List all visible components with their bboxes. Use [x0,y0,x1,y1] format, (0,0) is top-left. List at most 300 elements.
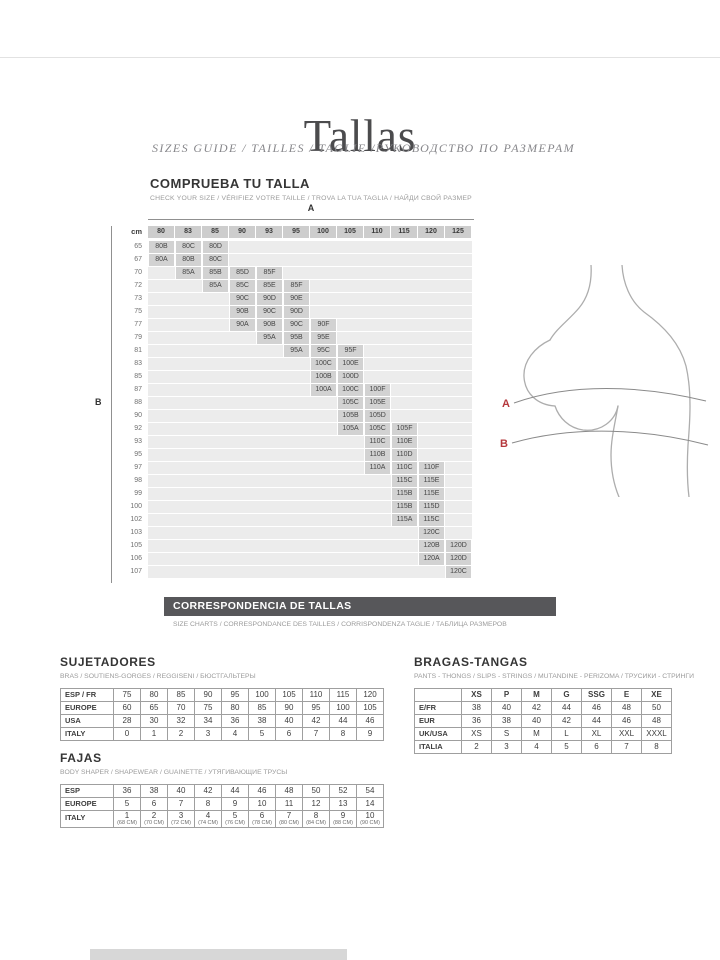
size-cell-empty [445,527,472,539]
size-cell: 95A [256,332,283,344]
size-cell-empty [337,462,364,474]
size-cell-empty [283,540,310,552]
size-cell-empty [445,501,472,513]
matrix-row-label: 87 [134,386,142,393]
size-cell-empty [364,566,391,578]
size-charts-banner-subtitle: SIZE CHARTS / CORRESPONDANCE DES TAILLES / CORRISPONDENZA TAGLIE / ТАБЛИЦА РАЗМЕРОВ [173,621,507,628]
table-cell: S [492,728,522,741]
size-cell: 100F [364,384,391,396]
table-cell: 5 [114,798,141,811]
size-cell-empty [418,397,445,409]
size-cell: 115A [391,514,418,526]
matrix-row-label: 92 [134,425,142,432]
table-cell: 44 [222,785,249,798]
size-cell-empty [337,267,364,279]
size-cell-empty [337,332,364,344]
check-size-subtitle: CHECK YOUR SIZE / VÉRIFIEZ VOTRE TAILLE / TROVA LA TUA TAGLIA / НАЙДИ СВОЙ РАЗМЕР [150,195,472,202]
size-cell-empty [445,241,472,253]
size-cell-empty [310,501,337,513]
size-cell-empty [283,488,310,500]
table-cell: 8 [642,741,672,754]
table-cell [222,811,249,828]
size-cell: 105A [337,423,364,435]
table-cell: 54 [357,785,384,798]
size-cell: 85A [175,267,202,279]
torso-shoulder-arm-path [622,265,690,497]
size-cell: 85F [283,280,310,292]
cell-value: 10 [365,811,375,820]
table-cell [276,811,303,828]
size-cell-empty [364,280,391,292]
size-cell: 85D [229,267,256,279]
size-cell-empty [148,384,175,396]
row-label: EUROPE [61,798,114,811]
size-cell: 100E [337,358,364,370]
table-cell: 80 [222,702,249,715]
size-cell-empty [283,410,310,422]
matrix-unit-label: cm [131,227,142,236]
axis-a-label: A [307,203,315,213]
size-cell-empty [229,449,256,461]
matrix-row [110,397,472,409]
size-cell: 90C [283,319,310,331]
size-cell-empty [256,475,283,487]
size-cell-empty [337,501,364,513]
size-cell-empty [175,462,202,474]
table-cell [303,811,330,828]
size-cell-empty [256,423,283,435]
size-cell-empty [445,397,472,409]
size-cell-empty [148,475,175,487]
size-cell: 100B [310,371,337,383]
table-cell: 11 [276,798,303,811]
size-cell: 85C [229,280,256,292]
size-cell-empty [337,514,364,526]
size-cell: 85B [202,267,229,279]
size-cell-empty [256,254,283,266]
size-cell-empty [391,527,418,539]
diagram-a-label: A [502,398,510,410]
matrix-row [110,527,472,539]
table-cell: 2 [168,728,195,741]
matrix-row-label: 99 [134,490,142,497]
size-cell-empty [229,436,256,448]
size-cell-empty [148,280,175,292]
size-cell-empty [310,436,337,448]
size-cell-empty [202,501,229,513]
size-cell-empty [337,319,364,331]
table-cell: 28 [114,715,141,728]
size-cell-empty [283,358,310,370]
size-cell: 85E [256,280,283,292]
size-cell-empty [175,488,202,500]
size-cell-empty [256,241,283,253]
size-cell-empty [364,254,391,266]
matrix-row-label: 103 [130,529,142,536]
size-cell-empty [148,358,175,370]
size-cell-empty [445,423,472,435]
size-cell-empty [445,371,472,383]
table-cell: 8 [330,728,357,741]
size-cell-empty [148,423,175,435]
matrix-row-label: 70 [134,269,142,276]
table-cell: 38 [141,785,168,798]
cell-sub-value: (74 CM) [198,820,218,827]
size-cell-empty [256,371,283,383]
table-row [415,702,672,715]
size-cell: 110C [364,436,391,448]
size-cell-empty [445,436,472,448]
size-cell: 80D [202,241,229,253]
size-cell-empty [310,553,337,565]
matrix-col-header: 95 [283,226,310,238]
table-cell [168,811,195,828]
size-cell-empty [175,540,202,552]
size-cell: 110C [391,462,418,474]
size-cell-empty [148,462,175,474]
matrix-row-label: 93 [134,438,142,445]
size-cell-empty [256,514,283,526]
size-cell: 110E [391,436,418,448]
table-cell: 0 [114,728,141,741]
size-cell-empty [229,514,256,526]
size-cell-empty [391,254,418,266]
table-cell: 46 [357,715,384,728]
size-cell-empty [202,449,229,461]
table-cell: 40 [492,702,522,715]
size-cell-empty [202,423,229,435]
size-cell: 80C [175,241,202,253]
cell-sub-value: (88 CM) [333,820,353,827]
size-cell-empty [364,371,391,383]
size-cell-empty [391,345,418,357]
size-cell-empty [229,462,256,474]
table-cell: 44 [330,715,357,728]
size-cell-empty [229,384,256,396]
size-cell-empty [418,332,445,344]
matrix-row [110,566,472,578]
cell-value: 5 [232,811,238,820]
size-cell-empty [175,501,202,513]
table-cell: 8 [195,798,222,811]
cell-sub-value: (68 CM) [117,820,137,827]
size-cell-empty [202,566,229,578]
size-cell: 105C [337,397,364,409]
table-row [61,811,384,828]
table-cell: 44 [552,702,582,715]
size-cell-empty [391,332,418,344]
row-label: EUROPE [61,702,114,715]
size-cell-empty [148,488,175,500]
size-cell-empty [337,540,364,552]
size-cell-empty [256,566,283,578]
size-cell-empty [175,449,202,461]
table-cell [114,811,141,828]
top-divider [0,57,720,58]
row-label: ESP [61,785,114,798]
matrix-row [110,540,472,552]
size-cell-empty [364,488,391,500]
cell-value: 7 [286,811,292,820]
size-cell-empty [256,436,283,448]
size-cell-empty [337,306,364,318]
size-cell-empty [202,540,229,552]
matrix-row [110,241,472,253]
size-cell: 115C [418,514,445,526]
table-cell: 42 [195,785,222,798]
size-cell-empty [283,475,310,487]
table-cell: 100 [330,702,357,715]
size-cell-empty [202,332,229,344]
size-cell-empty [202,488,229,500]
size-cell-empty [175,332,202,344]
size-cell-empty [391,293,418,305]
size-cell-empty [229,371,256,383]
matrix-row [110,384,472,396]
table-cell: 9 [357,728,384,741]
size-cell-empty [202,462,229,474]
size-cell-empty [445,306,472,318]
size-cell-empty [445,358,472,370]
size-cell: 120A [418,553,445,565]
cell-value: 2 [151,811,157,820]
matrix-col-header: 90 [229,226,256,238]
table-cell: 70 [168,702,195,715]
size-cell-empty [445,449,472,461]
size-cell-empty [418,449,445,461]
size-cell-empty [364,501,391,513]
matrix-row [110,254,472,266]
bras-table [60,688,384,741]
size-cell: 100D [337,371,364,383]
axis-a-line [148,219,474,220]
size-cell-empty [229,410,256,422]
size-cell-empty [418,241,445,253]
matrix-col-header: 125 [445,226,472,238]
size-cell-empty [256,462,283,474]
size-cell-empty [337,488,364,500]
size-cell-empty [256,345,283,357]
matrix-row-label: 95 [134,451,142,458]
size-cell-empty [418,436,445,448]
size-cell-empty [148,540,175,552]
table-cell: 65 [141,702,168,715]
size-cell-empty [418,280,445,292]
size-cell-empty [445,319,472,331]
cell-sub-value: (76 CM) [225,820,245,827]
table-cell: 7 [303,728,330,741]
size-cell-empty [310,566,337,578]
cell-value: 4 [205,811,211,820]
table-cell [195,811,222,828]
size-cell-empty [310,241,337,253]
size-cell-empty [445,280,472,292]
size-cell-empty [418,410,445,422]
size-cell-empty [148,553,175,565]
size-cell: 90E [283,293,310,305]
size-cell-empty [364,514,391,526]
shapewear-subtitle: BODY SHAPER / SHAPEWEAR / GUAINETTE / УТЯГИВАЮЩИЕ ТРУСЫ [60,769,288,776]
matrix-row [110,358,472,370]
size-cell-empty [148,345,175,357]
size-cell: 105D [364,410,391,422]
size-cell-empty [310,540,337,552]
size-cell-empty [391,397,418,409]
size-cell-empty [175,410,202,422]
size-cell-empty [175,436,202,448]
size-cell-empty [283,462,310,474]
size-cell-empty [256,553,283,565]
table-cell: 1 [141,728,168,741]
table-cell: 14 [357,798,384,811]
size-cell-empty [310,514,337,526]
matrix-row-label: 72 [134,282,142,289]
table-cell: 48 [642,715,672,728]
size-cell-empty [229,241,256,253]
size-cell: 90B [256,319,283,331]
shapewear-title: FAJAS [60,751,102,765]
size-cell-empty [175,358,202,370]
matrix-col-header: 93 [256,226,283,238]
size-cell-empty [256,527,283,539]
cell-sub-value: (70 CM) [144,820,164,827]
size-cell-empty [283,501,310,513]
size-cell-empty [445,462,472,474]
matrix-row-label: 100 [130,503,142,510]
size-cell-empty [229,553,256,565]
cell-sub-value: (84 CM) [306,820,326,827]
table-cell: 120 [357,689,384,702]
size-cell-empty [148,306,175,318]
size-cell: 80B [175,254,202,266]
size-cell-empty [202,514,229,526]
size-cell-empty [175,306,202,318]
size-cell-empty [445,254,472,266]
size-cell-empty [391,410,418,422]
table-cell: 6 [276,728,303,741]
matrix-header [110,226,472,238]
table-cell: L [552,728,582,741]
matrix-row-label: 106 [130,555,142,562]
matrix-row [110,488,472,500]
size-cell: 95E [310,332,337,344]
column-header [415,689,462,702]
table-cell: 48 [612,702,642,715]
size-cell-empty [310,462,337,474]
size-cell: 105E [364,397,391,409]
size-cell-empty [337,566,364,578]
size-cell-empty [418,566,445,578]
size-cell-empty [310,254,337,266]
size-cell-empty [148,449,175,461]
matrix-col-header: 105 [337,226,364,238]
size-cell-empty [364,267,391,279]
matrix-row-label: 107 [130,568,142,575]
table-cell: M [522,728,552,741]
table-cell: 46 [249,785,276,798]
table-cell: 52 [330,785,357,798]
size-cell-empty [337,254,364,266]
size-cell-empty [229,332,256,344]
size-cell-empty [310,397,337,409]
table-cell: 36 [462,715,492,728]
size-cell-empty [391,319,418,331]
size-cell-empty [175,345,202,357]
matrix-body [110,241,472,578]
size-cell-empty [364,358,391,370]
table-cell: XS [462,728,492,741]
table-cell: 4 [522,741,552,754]
table-cell: 36 [222,715,249,728]
table-cell: 6 [141,798,168,811]
size-cell-empty [256,540,283,552]
table-cell [249,811,276,828]
size-cell-empty [283,371,310,383]
table-cell: 50 [642,702,672,715]
table-cell: 30 [141,715,168,728]
table-row [415,741,672,754]
size-cell-empty [391,280,418,292]
matrix-row [110,501,472,513]
size-cell: 90C [229,293,256,305]
size-cell: 110B [364,449,391,461]
table-cell: 48 [276,785,303,798]
table-row [61,702,384,715]
table-cell: 85 [249,702,276,715]
size-cell: 120B [418,540,445,552]
matrix-row-label: 65 [134,243,142,250]
size-cell-empty [364,527,391,539]
table-header-row [415,689,672,702]
size-cell: 90B [229,306,256,318]
size-cell: 95A [283,345,310,357]
size-cell: 95F [337,345,364,357]
cell-value: 1 [124,811,130,820]
size-cell: 85F [256,267,283,279]
size-cell-empty [310,449,337,461]
bras-section [60,655,384,741]
size-cell-empty [202,527,229,539]
matrix-col-header: 120 [418,226,445,238]
size-cell-empty [175,527,202,539]
table-cell: 46 [612,715,642,728]
size-cell-empty [202,319,229,331]
size-cell: 115D [418,501,445,513]
table-cell: 115 [330,689,357,702]
size-cell-empty [391,371,418,383]
table-cell: 40 [168,785,195,798]
size-cell-empty [418,306,445,318]
size-cell-empty [445,475,472,487]
table-cell: XXXL [642,728,672,741]
matrix-row [110,371,472,383]
row-label: ITALIA [415,741,462,754]
size-cell: 110F [418,462,445,474]
panties-section [414,655,694,754]
size-cell: 80A [148,254,175,266]
size-cell-empty [445,267,472,279]
size-cell-empty [175,319,202,331]
row-label: USA [61,715,114,728]
matrix-col-header: 100 [310,226,337,238]
size-cell-empty [418,345,445,357]
size-cell: 115C [391,475,418,487]
size-cell-empty [175,423,202,435]
size-cell-empty [283,397,310,409]
table-cell: 90 [276,702,303,715]
table-cell: 42 [522,702,552,715]
size-cell-empty [337,293,364,305]
